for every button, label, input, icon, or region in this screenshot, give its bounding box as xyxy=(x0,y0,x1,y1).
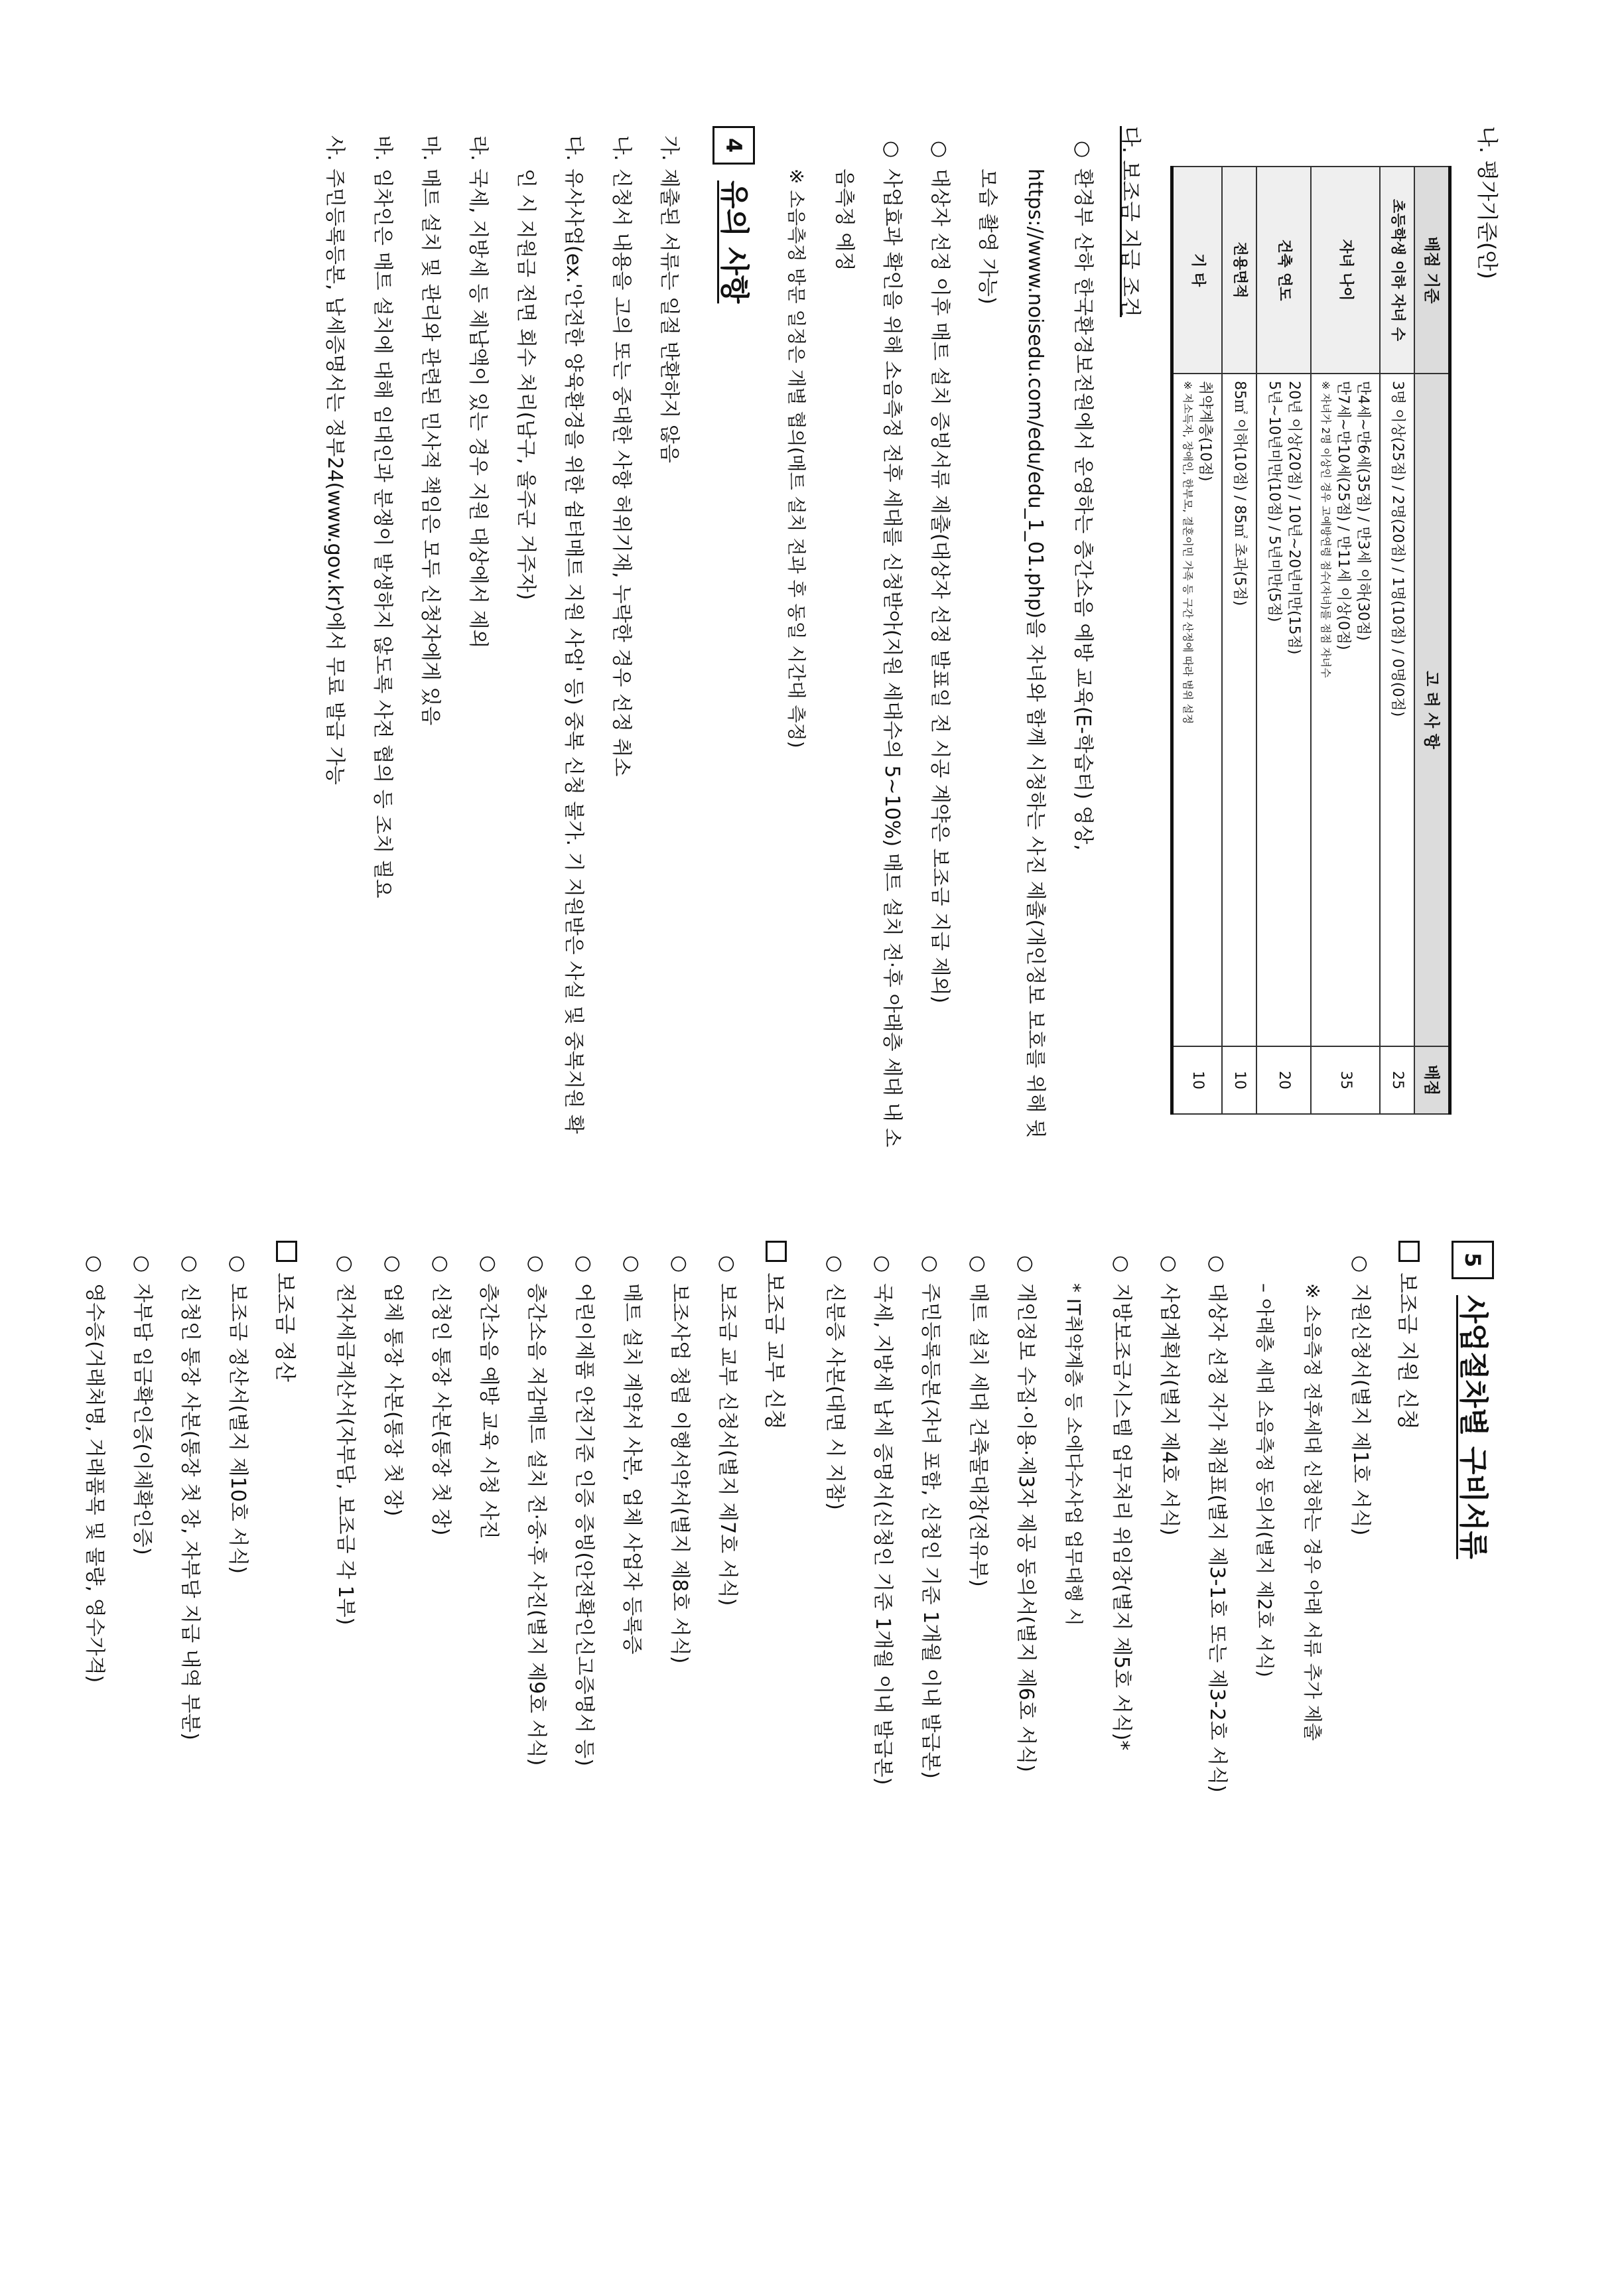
section-number-badge: 5 xyxy=(1452,1241,1494,1279)
caution-text: 임차인은 매트 설치에 대해 임대인과 분쟁이 발생하지 않도록 사전 협의 등 조치 필요 xyxy=(371,169,394,898)
section-4-heading xyxy=(710,126,758,1148)
detail-text: 취약계층(10점) xyxy=(1197,381,1213,482)
apply-note: ※ 소음측정 전후세대 신청하는 경우 아래 서류 추가 제출 xyxy=(1302,1283,1323,1741)
caution-text: 주민등록등본, 납세증명서는 정부24(www.gov.kr)에서 무료 발급 가능 xyxy=(323,169,346,785)
table-row xyxy=(1256,167,1311,1114)
circle-bullet-icon: ○ xyxy=(1110,1255,1133,1273)
document-item xyxy=(560,1241,608,2262)
circle-bullet-icon: ○ xyxy=(334,1255,357,1273)
points-cell: 10 xyxy=(1222,1046,1256,1114)
document-item xyxy=(1002,1241,1049,2262)
criterion-cell: 기 타 xyxy=(1172,167,1223,374)
section-number-badge: 4 xyxy=(712,126,755,165)
section-title: 유의 사항 xyxy=(717,180,751,304)
document-text: 신청인 통장 사본(통장 첫 장, 자부담 지급 내역 부분) xyxy=(178,1283,202,1740)
document-text: 대상자 선정 자가 채점표(별지 제3-1호 또는 제3-2호 서식) xyxy=(1205,1283,1229,1793)
apply-note: – 아래층 세대 소음측정 동의서(별지 제2호 서식) xyxy=(1254,1283,1276,1677)
circle-bullet-icon: ○ xyxy=(1071,141,1095,159)
table-row xyxy=(1311,167,1380,1114)
circle-bullet-icon: ○ xyxy=(620,1255,643,1273)
settle-heading xyxy=(261,1241,309,2262)
item-mark: 마. xyxy=(419,135,442,161)
caution-item xyxy=(645,126,693,1148)
document-text: 자부담 입금확인증(이체확인증) xyxy=(131,1283,154,1555)
criterion-cell: 건축 연도 xyxy=(1256,167,1311,374)
condition-item xyxy=(820,126,915,1148)
circle-bullet-icon: ○ xyxy=(226,1255,249,1273)
apply-heading-text: 보조금 지원 신청 xyxy=(1395,1273,1420,1430)
detail-cell xyxy=(1380,374,1414,1046)
detail-text: 만4세~만6세(35점) / 만3세 이하(30점) xyxy=(1355,381,1371,641)
circle-bullet-icon: ○ xyxy=(477,1255,500,1273)
document-item xyxy=(464,1241,512,2262)
document-text: 층간소음 예방 교육 시청 사진 xyxy=(477,1283,500,1539)
document-item xyxy=(1145,1241,1193,2262)
condition-item xyxy=(915,126,963,1148)
detail-note: ※ 저소득자, 장애인, 한부모, 결혼이민 가족 등 구간 산정에 따라 범위 설정 xyxy=(1182,381,1194,725)
circle-bullet-icon: ○ xyxy=(573,1255,596,1273)
circle-bullet-icon: ○ xyxy=(928,141,951,159)
criterion-cell: 자녀 나이 xyxy=(1311,167,1380,374)
document-item xyxy=(655,1241,703,2262)
caution-item xyxy=(358,126,406,1148)
caution-text: 매트 설치 및 관리와 관련된 민사적 책임은 모두 신청자에게 있음 xyxy=(419,169,442,726)
caution-text: 신청서 내용을 고의 또는 중대한 사항 허위기재, 누락한 경우 선정 취소 xyxy=(610,169,633,777)
condition-item xyxy=(963,126,1107,1148)
circle-bullet-icon: ○ xyxy=(1158,1255,1181,1273)
points-cell: 10 xyxy=(1172,1046,1223,1114)
document-text: 지원신청서(별지 제1호 서식) xyxy=(1349,1283,1372,1536)
caution-item xyxy=(310,126,358,1148)
item-mark: 라. xyxy=(466,135,490,161)
document-text: 보조금 교부 신청서(별지 제7호 서식) xyxy=(716,1283,739,1606)
caution-item xyxy=(406,126,454,1148)
document-item xyxy=(811,1241,858,2262)
circle-bullet-icon: ○ xyxy=(83,1255,106,1273)
document-text: 주민등록등본(자녀 포함, 신청인 기준 1개월 이내 발급본) xyxy=(919,1283,942,1779)
circle-bullet-icon: ○ xyxy=(668,1255,691,1273)
caution-text: 유사사업(ex.'안전한 양육환경을 위한 쉼터매트 지원 사업' 등) 중복 신청 불가. 기 지원받은 사실 및 중복지원 확인 시 지원금 전면 회수 처리(남구, 울주군 거주자) xyxy=(514,169,585,1134)
document-text: 보조사업 청렴 이행서약서(별지 제8호 서식) xyxy=(668,1283,691,1664)
caution-item xyxy=(454,126,502,1148)
item-mark: 바. xyxy=(371,135,394,161)
detail-text: 20년 이상(20점) / 10년~20년미만(15점) xyxy=(1286,381,1302,655)
settle-heading-text: 보조금 정산 xyxy=(273,1273,298,1382)
document-text: 지방보조금시스템 업무처리 위임장(별지 제5호 서식)* xyxy=(1110,1283,1133,1751)
condition-text: 대상자 선정 이후 매트 설치 증빙서류 제출(대상자 선정 발표일 전 시공 계약은 보조금 지급 제외) xyxy=(928,169,951,1004)
document-item xyxy=(417,1241,464,2262)
document-item xyxy=(70,1241,118,2262)
document-item xyxy=(906,1241,954,2262)
circle-bullet-icon: ○ xyxy=(880,141,904,159)
document-item xyxy=(608,1241,655,2262)
table-row xyxy=(1172,167,1223,1114)
section-5-heading xyxy=(1449,1241,1497,2262)
document-text: 영수증(거래처명, 거래품목 및 물량, 영수가격) xyxy=(83,1283,106,1683)
document-text: 개인정보 수집·이용·제3자 제공 동의서(별지 제6호 서식) xyxy=(1014,1283,1038,1772)
right-column xyxy=(70,1241,1511,2262)
document-text: 국세, 지방세 납세 증명서(신청인 기준 1개월 이내 발급본) xyxy=(871,1283,894,1785)
document-item xyxy=(166,1241,214,2262)
document-item xyxy=(321,1241,369,2262)
document-item xyxy=(369,1241,417,2262)
document-item xyxy=(703,1241,751,2262)
condition-note: ※ 소음측정 방문 일정은 개별 협의(매트 설치 전과 후 동일 시간대 측정) xyxy=(785,169,807,748)
table-header: 배점 xyxy=(1414,1046,1450,1114)
circle-bullet-icon: ○ xyxy=(1205,1255,1229,1273)
detail-text: 85㎡ 이하(10점) / 85㎡ 초과(5점) xyxy=(1231,381,1248,606)
grant-heading-text: 보조금 교부 신청 xyxy=(762,1273,787,1430)
item-mark: 가. xyxy=(657,135,681,161)
section-evaluation-title: 나. 평가기준(안) xyxy=(1475,126,1500,279)
table-header-row xyxy=(1414,167,1450,1114)
detail-text: 3명 이상(25점) / 2명(20점) / 1명(10점) / 0명(0점) xyxy=(1389,381,1406,717)
detail-cell xyxy=(1222,374,1256,1046)
item-mark: 다. xyxy=(562,135,585,161)
criterion-cell: 전용면적 xyxy=(1222,167,1256,374)
document-text: 매트 설치 계약서 사본, 업체 사업자 등록증 xyxy=(620,1283,643,1655)
points-cell: 20 xyxy=(1256,1046,1311,1114)
section-grant-conditions-title: 다. 보조금 지급 조건 xyxy=(1118,126,1143,317)
square-bullet-icon xyxy=(276,1241,297,1262)
circle-bullet-icon: ○ xyxy=(967,1255,990,1273)
detail-note: ※ 자녀가 2명 이상인 경우 고예방연령 점수(자녀)를 점점 자녀수 xyxy=(1320,381,1332,678)
points-cell: 35 xyxy=(1311,1046,1380,1114)
condition-text: 사업효과 확인을 위해 소음측정 전후 세대를 신청받아(지원 세대수의 5~10%) 매트 설치 전·후 아래층 세대 내 소음측정 예정 xyxy=(833,169,904,1148)
document-item xyxy=(954,1241,1002,2262)
table-header: 고 려 사 항 xyxy=(1414,374,1450,1046)
left-column xyxy=(310,126,1511,1148)
document-item xyxy=(1193,1241,1241,2262)
circle-bullet-icon: ○ xyxy=(919,1255,942,1273)
section-title: 사업절차별 구비서류 xyxy=(1456,1295,1490,1559)
caution-text: 제출된 서류는 일절 반환하지 않음 xyxy=(657,169,681,463)
document-item xyxy=(858,1241,906,2262)
detail-cell xyxy=(1311,374,1380,1046)
circle-bullet-icon: ○ xyxy=(823,1255,846,1273)
item-mark: 사. xyxy=(323,135,346,161)
document-text: 사업계획서(별지 제4호 서식) xyxy=(1158,1283,1181,1536)
caution-item xyxy=(502,126,597,1148)
square-bullet-icon xyxy=(766,1241,787,1262)
document-item xyxy=(214,1241,261,2262)
detail-cell xyxy=(1256,374,1311,1046)
caution-item xyxy=(597,126,645,1148)
document-text: 신분증 사본(대면 시 지참) xyxy=(823,1283,846,1510)
criterion-cell: 초등학생 이하 자녀 수 xyxy=(1380,167,1414,374)
evaluation-table xyxy=(1170,166,1452,1115)
circle-bullet-icon: ○ xyxy=(525,1255,548,1273)
detail-text: 만7세~만10세(25점) / 만11세 이상(0점) xyxy=(1335,381,1351,650)
circle-bullet-icon: ○ xyxy=(1349,1255,1372,1273)
circle-bullet-icon: ○ xyxy=(871,1255,894,1273)
apply-heading xyxy=(1384,1241,1432,2262)
condition-text: 환경부 산하 한국환경보전원에서 운영하는 층간소음 예방 교육(E-학습터) 영상, https://www.noisedu.com/edu/edu_1_01.php)을 자녀와 함께 시청하는 사진 제출(개인정보 보호를 위해 뒷모습 촬영 가능) xyxy=(976,169,1095,1139)
table-row xyxy=(1222,167,1256,1114)
caution-text: 국세, 지방세 등 체납액이 있는 경우 지원 대상에서 제외 xyxy=(466,169,490,649)
circle-bullet-icon: ○ xyxy=(381,1255,405,1273)
circle-bullet-icon: ○ xyxy=(716,1255,739,1273)
item-mark: 나. xyxy=(610,135,633,161)
circle-bullet-icon: ○ xyxy=(429,1255,452,1273)
document-item xyxy=(1336,1241,1384,2262)
circle-bullet-icon: ○ xyxy=(1014,1255,1038,1273)
document-item xyxy=(1097,1241,1145,2262)
document-text: 매트 설치 세대 건축물대장(전유부) xyxy=(967,1283,990,1587)
points-cell: 25 xyxy=(1380,1046,1414,1114)
document-text: 신청인 통장 사본(통장 첫 장) xyxy=(429,1283,452,1536)
document-text: 보조금 정산서(별지 제10호 서식) xyxy=(226,1283,249,1574)
detail-text: 5년~10년미만(10점) / 5년미만(5점) xyxy=(1266,381,1282,622)
table-row xyxy=(1380,167,1414,1114)
table-header: 배점 기준 xyxy=(1414,167,1450,374)
document-text: 전자세금계산서(자부담, 보조금 각 1부) xyxy=(334,1283,357,1626)
grant-heading xyxy=(751,1241,799,2262)
detail-cell xyxy=(1172,374,1223,1046)
document-text: 층간소음 저감매트 설치 전·중·후 사진(별지 제9호 서식) xyxy=(525,1283,548,1766)
square-bullet-icon xyxy=(1398,1241,1420,1262)
circle-bullet-icon: ○ xyxy=(178,1255,202,1273)
circle-bullet-icon: ○ xyxy=(131,1255,154,1273)
star-note: * IT취약계층 등 소에다수사업 업무대행 시 xyxy=(1063,1283,1085,1626)
document-text: 어린이제품 안전기준 인증 증빙(안전확인신고증명서 등) xyxy=(573,1283,596,1767)
document-item xyxy=(512,1241,560,2262)
document-text: 업체 통장 사본(통장 첫 장) xyxy=(381,1283,405,1517)
document-item xyxy=(118,1241,166,2262)
